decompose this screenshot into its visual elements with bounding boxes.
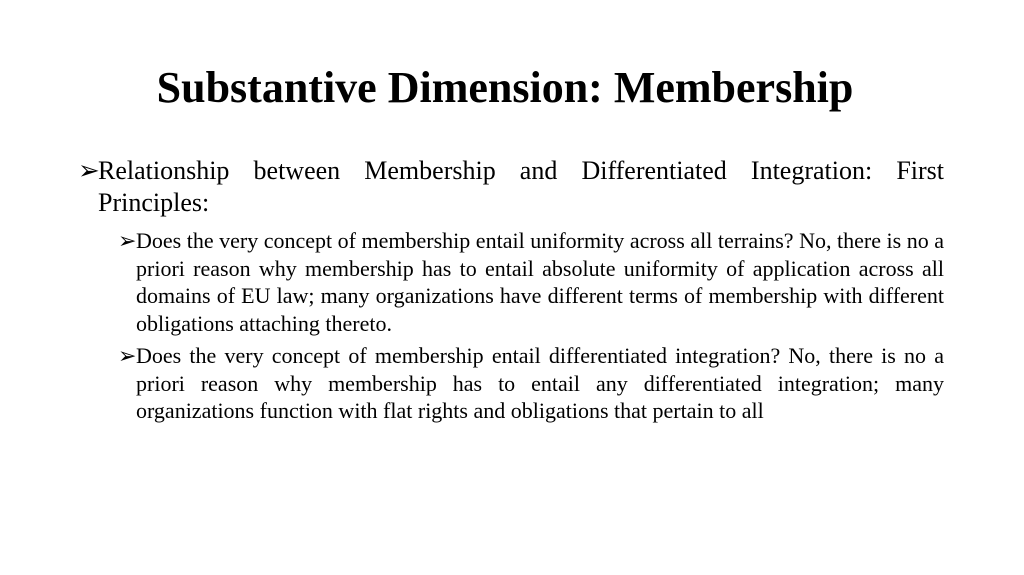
sub-bullet-item [118,227,944,337]
arrow-bullet-icon: ➢ [78,156,100,185]
sub-bullet-text: Does the very concept of membership entail uniformity across all terrains? No, there is no a priori reason why membership has to entail absolute uniformity of application across all domains of EU law; many organizations have different terms of membership with different obligations attaching thereto. [136,228,944,336]
main-bullet [78,155,944,219]
slide-title: Substantive Dimension: Membership [156,63,854,112]
arrow-bullet-icon: ➢ [118,228,137,253]
main-bullet-text: Relationship between Membership and Differentiated Integration: First Principles: [98,156,944,217]
arrow-bullet-icon: ➢ [118,343,137,368]
sub-bullet-item [118,342,944,425]
sub-bullet-text: Does the very concept of membership entail differentiated integration? No, there is no a priori reason why membership has to entail any differentiated integration; many organizations function with flat rights and obligations that pertain to all [136,343,944,423]
